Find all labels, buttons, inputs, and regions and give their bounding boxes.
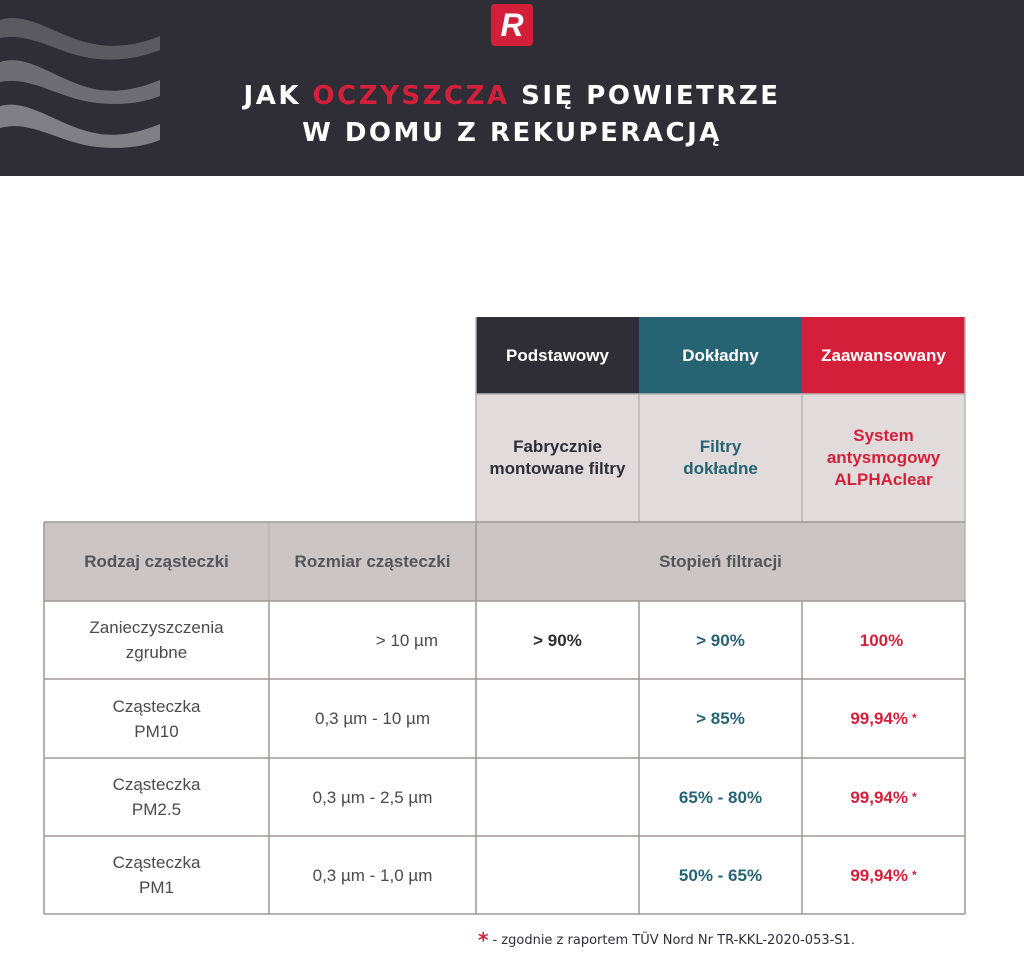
row-1-type-line-1: Cząsteczka <box>112 696 201 716</box>
desc-precise-line-2: dokładne <box>683 459 758 478</box>
row-3-advanced-value: 99,94% <box>850 865 908 885</box>
column-header-type: Rodzaj cząsteczki <box>44 522 269 601</box>
row-2-advanced-value: 99,94% <box>850 787 908 807</box>
row-3-advanced-star: * <box>912 867 917 882</box>
table-row-1-precise: > 85% <box>639 679 802 758</box>
row-1-advanced-star: * <box>912 711 917 725</box>
column-header-size: Rozmiar cząsteczki <box>269 522 476 601</box>
level-header-precise: Dokładny <box>639 317 802 394</box>
row-1-type-line-2: PM10 <box>134 721 179 741</box>
column-header-filtration: Stopień filtracji <box>476 522 965 601</box>
title-part-1: JAK <box>243 81 313 111</box>
title-part-2: SIĘ POWIETRZE <box>509 81 781 111</box>
level-header-advanced: Zaawansowany <box>802 317 965 394</box>
desc-precise-line-1: Filtry <box>699 437 742 456</box>
row-0-advanced-value: 100% <box>859 630 904 650</box>
desc-advanced-line-1: System <box>853 426 914 445</box>
table-row-1-size: 0,3 µm - 10 µm <box>269 679 476 758</box>
brand-logo-letter: R <box>500 7 524 43</box>
footnote-text: - zgodnie z raportem TÜV Nord Nr TR-KKL-2020-053-S1. <box>492 932 855 948</box>
row-3-type-line-2: PM1 <box>139 878 174 897</box>
table-row-3-size: 0,3 µm - 1,0 µm <box>269 836 476 914</box>
desc-advanced-line-2: antysmogowy <box>826 448 941 467</box>
row-0-type-line-1: Zanieczyszczenia <box>89 618 224 637</box>
level-header-basic: Podstawowy <box>476 317 639 394</box>
title-accent: OCZYSZCZA <box>312 81 510 111</box>
desc-advanced-line-3: ALPHAclear <box>834 470 933 489</box>
desc-basic-line-2: montowane filtry <box>489 459 626 478</box>
table-row-3-precise: 50% - 65% <box>639 836 802 914</box>
title-line-2: W DOMU Z REKUPERACJĄ <box>302 118 722 148</box>
row-0-type-line-2: zgrubne <box>125 643 188 662</box>
table-row-2-precise: 65% - 80% <box>639 758 802 836</box>
footnote-star: * <box>478 928 489 952</box>
table-row-0-basic: > 90% <box>476 601 639 679</box>
row-3-type-line-1: Cząsteczka <box>112 853 201 872</box>
table-row-2-size: 0,3 µm - 2,5 µm <box>269 758 476 836</box>
footnote <box>478 928 855 952</box>
row-2-advanced-star: * <box>912 789 917 804</box>
row-1-advanced-value: 99,94% <box>850 709 908 728</box>
row-2-type-line-1: Cząsteczka <box>112 775 201 794</box>
table-row-0-precise: > 90% <box>639 601 802 679</box>
row-2-type-line-2: PM2.5 <box>131 800 182 819</box>
table-row-0-size: > 10 µm <box>269 601 476 679</box>
desc-basic-line-1: Fabrycznie <box>513 437 602 456</box>
